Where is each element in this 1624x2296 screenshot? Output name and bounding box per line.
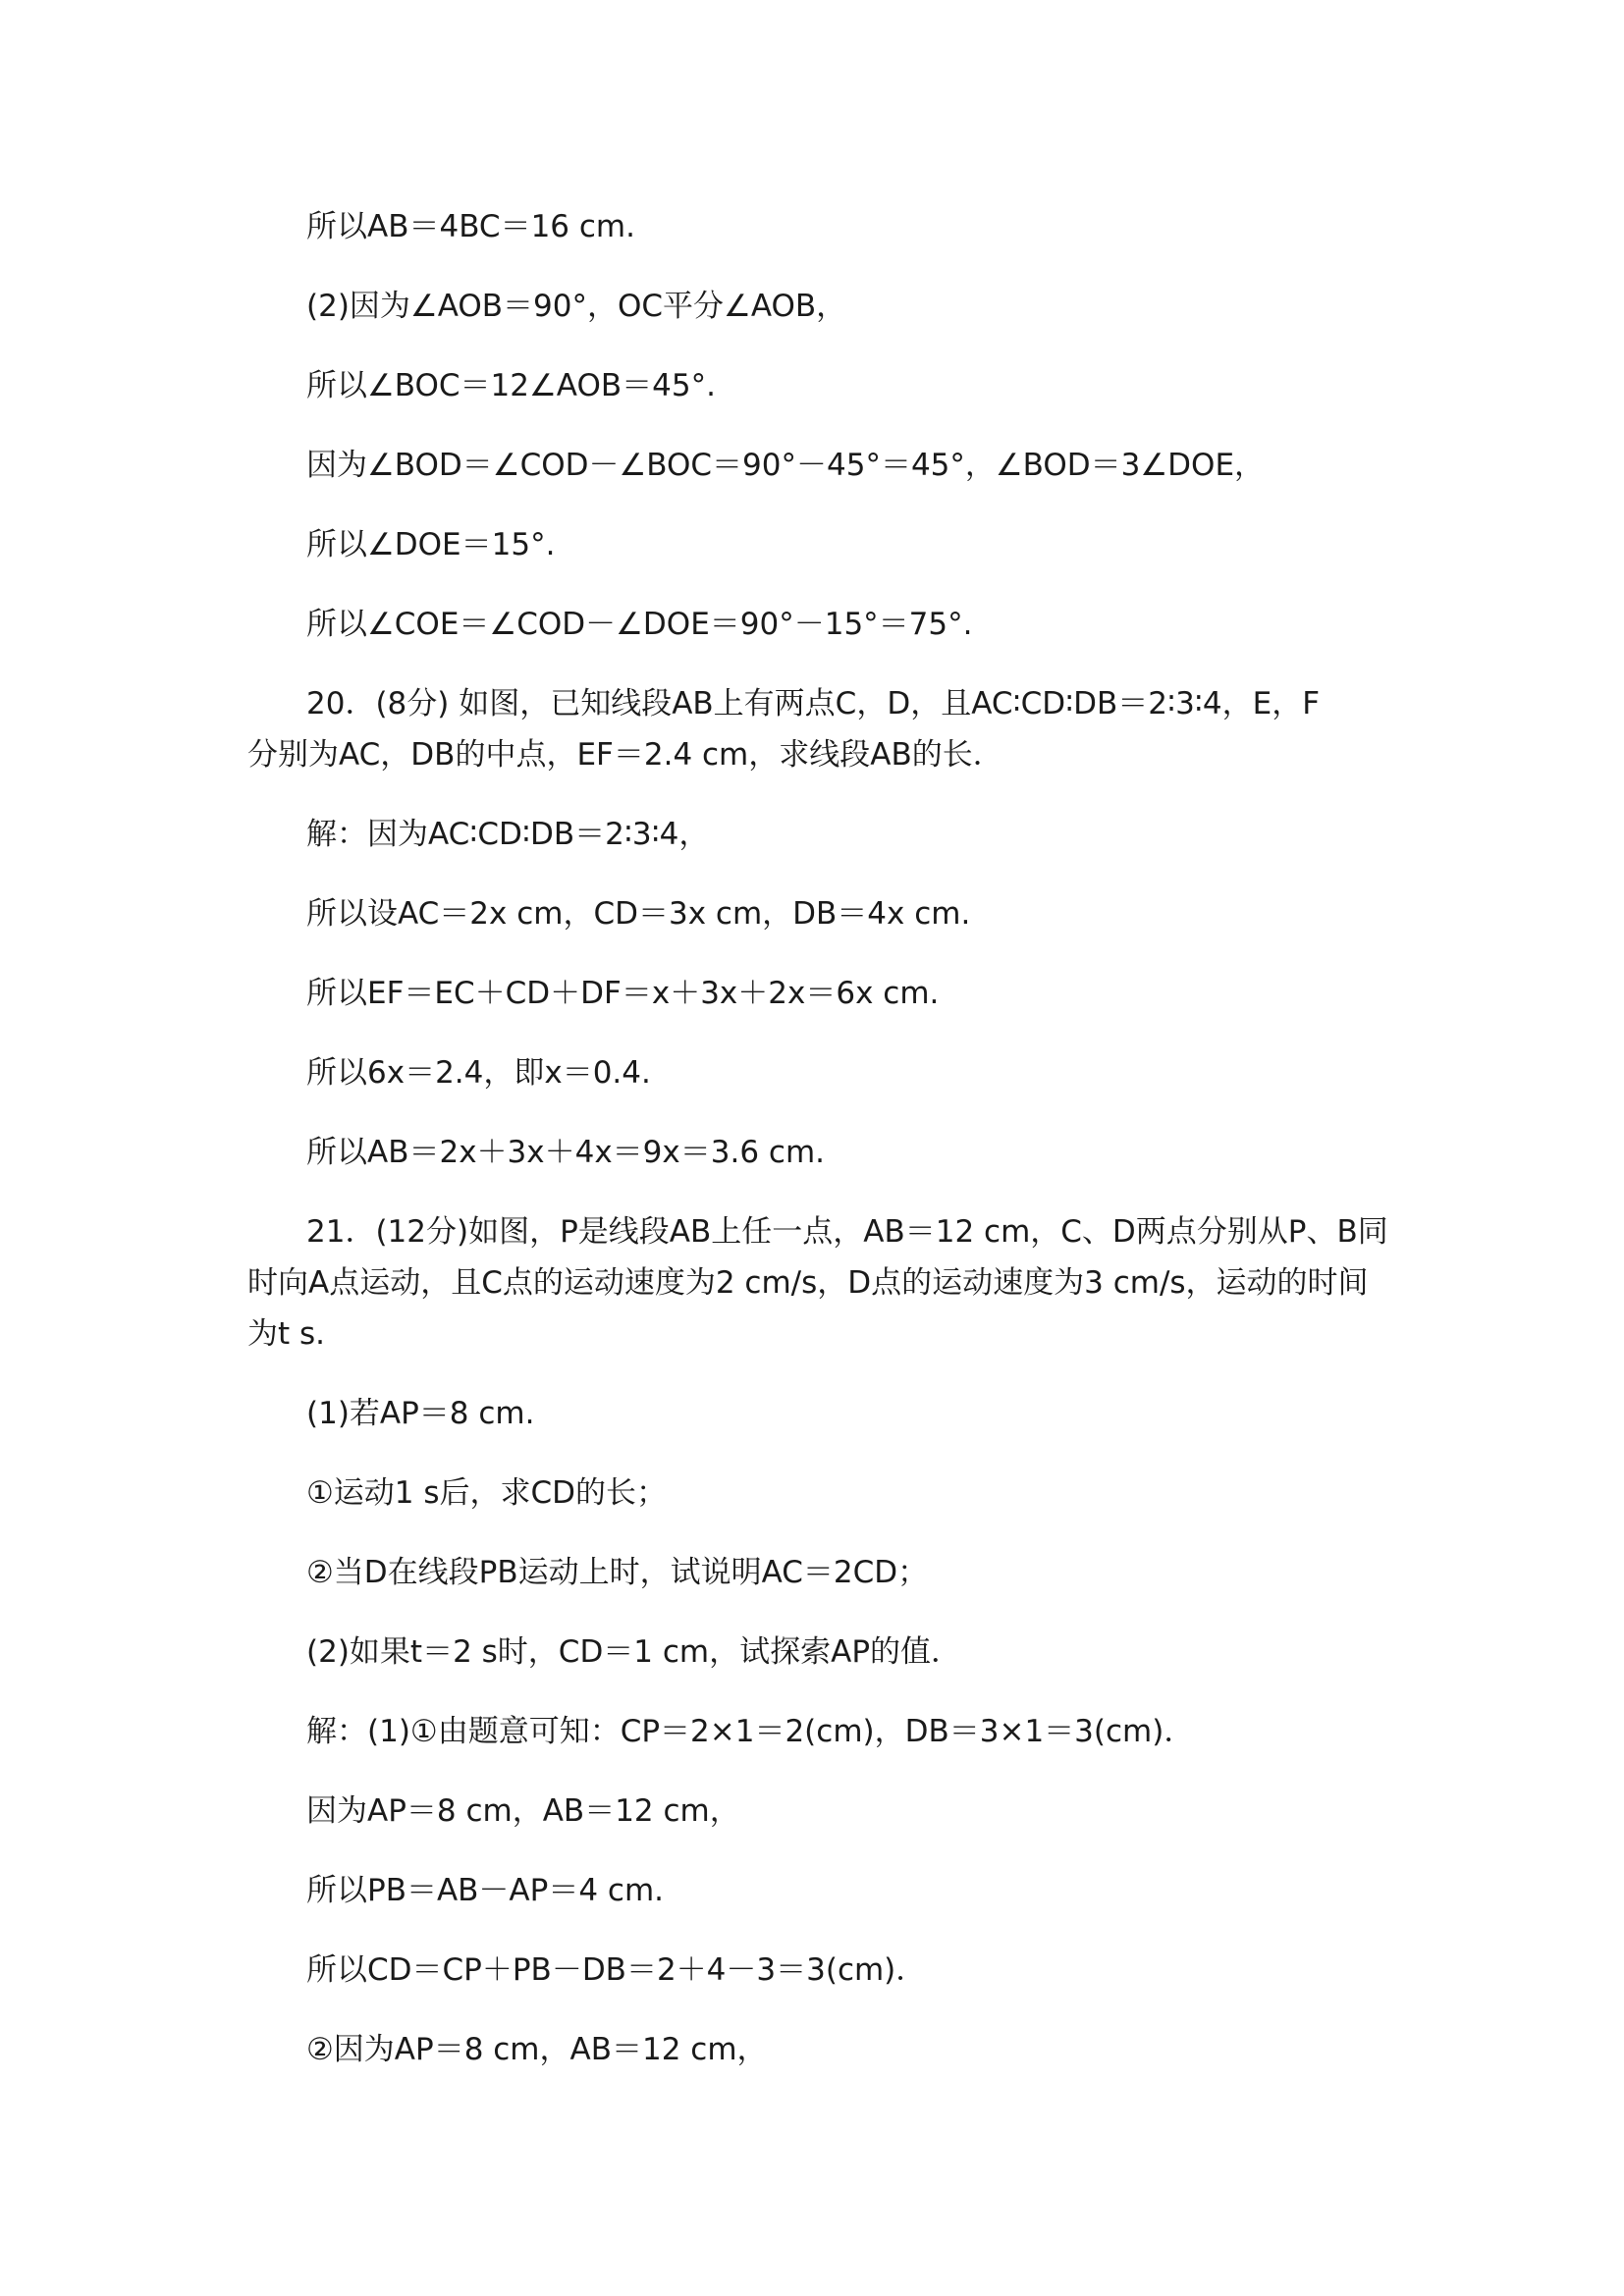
question-21-line-1: 21．(12分)如图，P是线段AB上任一点，AB＝12 cm，C、D两点分别从P、B同 <box>306 1214 1388 1250</box>
question-21-line-2: 时向A点运动，且C点的运动速度为2 cm/s，D点的运动速度为3 cm/s，运动的时间 <box>247 1265 1369 1301</box>
text-line: 所以PB＝AB－AP＝4 cm. <box>306 1873 665 1908</box>
question-21-line-3: 为t s. <box>247 1316 326 1352</box>
text-line: 所以∠BOC＝12∠AOB＝45°. <box>306 368 716 403</box>
text-line: (1)若AP＝8 cm. <box>306 1396 535 1431</box>
question-20-line-1: 20．(8分) 如图，已知线段AB上有两点C，D，且AC∶CD∶DB＝2∶3∶4，E，F <box>306 686 1321 721</box>
text-line: ②因为AP＝8 cm，AB＝12 cm， <box>306 2032 768 2067</box>
text-line: 因为∠BOD＝∠COD－∠BOC＝90°－45°＝45°，∠BOD＝3∠DOE， <box>306 448 1266 483</box>
text-line: 所以AB＝4BC＝16 cm. <box>306 209 635 244</box>
text-line: 所以CD＝CP＋PB－DB＝2＋4－3＝3(cm)． <box>306 1952 927 1988</box>
text-line: 所以AB＝2x＋3x＋4x＝9x＝3.6 cm. <box>306 1135 825 1170</box>
text-line: 解：(1)①由题意可知：CP＝2×1＝2(cm)，DB＝3×1＝3(cm)． <box>306 1714 1195 1749</box>
text-line: 所以EF＝EC＋CD＋DF＝x＋3x＋2x＝6x cm. <box>306 976 940 1011</box>
question-20-line-2: 分别为AC，DB的中点，EF＝2.4 cm，求线段AB的长． <box>247 737 1003 773</box>
text-line: (2)如果t＝2 s时，CD＝1 cm，试探索AP的值． <box>306 1634 962 1670</box>
text-line: ②当D在线段PB运动上时，试说明AC＝2CD； <box>306 1555 929 1590</box>
text-line: 因为AP＝8 cm，AB＝12 cm， <box>306 1793 740 1829</box>
text-line: 解：因为AC∶CD∶DB＝2∶3∶4， <box>306 817 710 852</box>
text-line: ①运动1 s后，求CD的长； <box>306 1475 668 1511</box>
text-line: (2)因为∠AOB＝90°，OC平分∠AOB， <box>306 289 847 324</box>
text-line: 所以6x＝2.4，即x＝0.4. <box>306 1055 651 1091</box>
text-line: 所以∠DOE＝15°. <box>306 527 556 562</box>
text-line: 所以设AC＝2x cm，CD＝3x cm，DB＝4x cm. <box>306 896 971 932</box>
text-line: 所以∠COE＝∠COD－∠DOE＝90°－15°＝75°. <box>306 607 973 642</box>
